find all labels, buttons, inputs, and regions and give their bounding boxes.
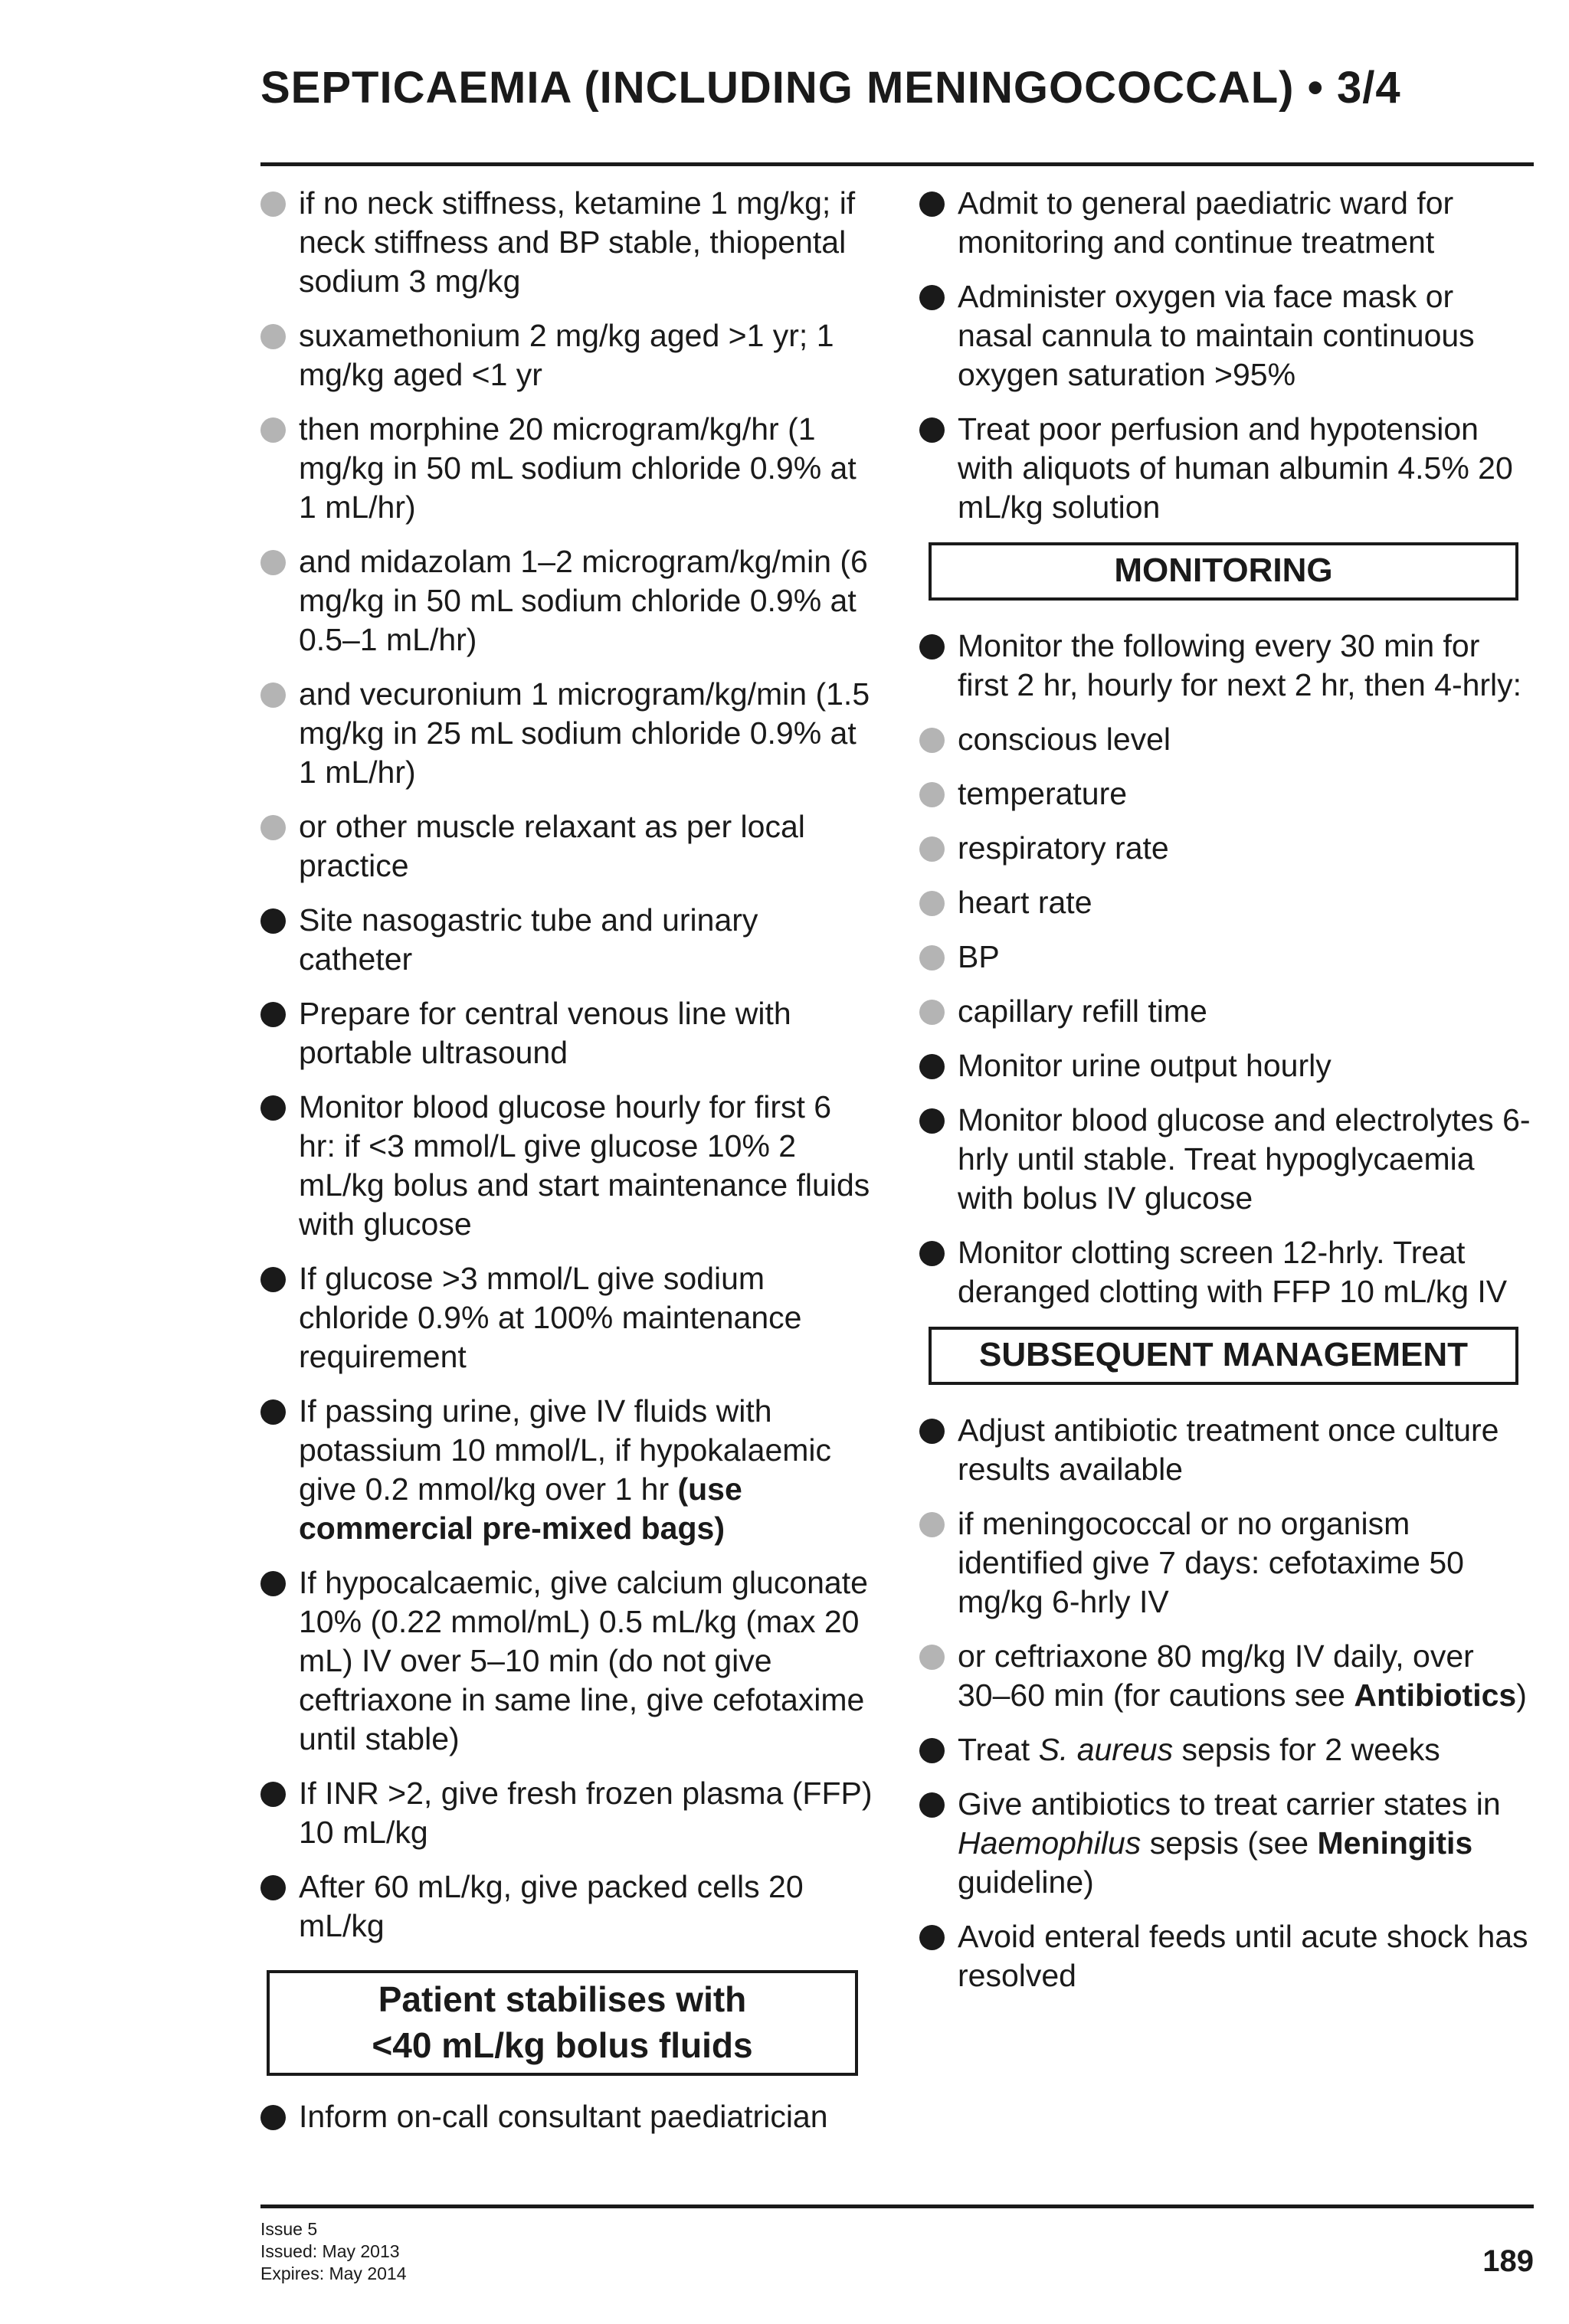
stabilises-box-line-2: <40 mL/kg bolus fluids — [372, 2025, 753, 2065]
grey-bullet-icon — [260, 417, 286, 443]
grey-bullet-icon — [919, 945, 945, 971]
list-item: respiratory rate — [919, 829, 1534, 868]
list-item: suxamethonium 2 mg/kg aged >1 yr; 1 mg/kg aged <1 yr — [260, 316, 873, 394]
stabilises-box-line-1: Patient stabilises with — [378, 1979, 747, 2019]
black-bullet-icon — [260, 1875, 286, 1900]
black-bullet-icon — [260, 2105, 286, 2130]
list-item: Monitor the following every 30 min for first 2 hr, hourly for next 2 hr, then 4-hrly: — [919, 627, 1534, 705]
black-bullet-icon — [919, 417, 945, 443]
list-item: if no neck stiffness, ketamine 1 mg/kg; if neck stiffness and BP stable, thiopental sodium 3 mg/kg — [260, 184, 873, 301]
black-bullet-icon — [919, 191, 945, 217]
list-item: Monitor urine output hourly — [919, 1046, 1534, 1085]
page-title: SEPTICAEMIA (INCLUDING MENINGOCOCCAL) • 3/4 — [260, 63, 1401, 113]
list-item: After 60 mL/kg, give packed cells 20 mL/kg — [260, 1867, 873, 1946]
list-item: temperature — [919, 774, 1534, 813]
title-divider — [260, 162, 1534, 166]
black-bullet-icon — [919, 1419, 945, 1444]
antibiotics-reference: Antibiotics — [1354, 1678, 1517, 1713]
list-item: Monitor clotting screen 12-hrly. Treat deranged clotting with FFP 10 mL/kg IV — [919, 1233, 1534, 1311]
list-item: If glucose >3 mmol/L give sodium chloride 0.9% at 100% maintenance requirement — [260, 1259, 873, 1376]
list-item: or other muscle relaxant as per local practice — [260, 807, 873, 885]
black-bullet-icon — [919, 1241, 945, 1266]
list-item: Monitor blood glucose hourly for first 6 hr: if <3 mmol/L give glucose 10% 2 mL/kg bolus and start maintenance fluids with glucose — [260, 1088, 873, 1244]
grey-bullet-icon — [919, 1512, 945, 1537]
list-item: Give antibiotics to treat carrier states in Haemophilus sepsis (see Meningitis guideline) — [919, 1785, 1534, 1902]
list-item: conscious level — [919, 720, 1534, 759]
black-bullet-icon — [919, 1738, 945, 1763]
black-bullet-icon — [260, 1571, 286, 1596]
grey-bullet-icon — [260, 550, 286, 575]
left-column — [260, 184, 873, 2152]
list-item: Admit to general paediatric ward for monitoring and continue treatment — [919, 184, 1534, 262]
grey-bullet-icon — [919, 1645, 945, 1670]
subsequent-management-heading: SUBSEQUENT MANAGEMENT — [929, 1327, 1518, 1385]
expiry-date: Expires: May 2014 — [260, 2263, 407, 2283]
issued-date: Issued: May 2013 — [260, 2241, 400, 2261]
black-bullet-icon — [260, 1267, 286, 1292]
black-bullet-icon — [260, 1399, 286, 1425]
grey-bullet-icon — [919, 891, 945, 916]
grey-bullet-icon — [260, 682, 286, 708]
list-item: If hypocalcaemic, give calcium gluconate 10% (0.22 mmol/mL) 0.5 mL/kg (max 20 mL) IV over 5–10 min (do not give ceftriaxone in same line, give cefotaxime until stable) — [260, 1563, 873, 1759]
list-item: Avoid enteral feeds until acute shock has resolved — [919, 1917, 1534, 1995]
list-item: Treat S. aureus sepsis for 2 weeks — [919, 1730, 1534, 1769]
black-bullet-icon — [260, 1782, 286, 1807]
black-bullet-icon — [919, 285, 945, 310]
right-column — [919, 184, 1534, 2011]
list-item: BP — [919, 938, 1534, 977]
page-number: 189 — [1482, 2244, 1534, 2278]
list-item: Treat poor perfusion and hypotension with aliquots of human albumin 4.5% 20 mL/kg solution — [919, 410, 1534, 527]
grey-bullet-icon — [919, 728, 945, 753]
black-bullet-icon — [919, 1108, 945, 1134]
black-bullet-icon — [919, 1925, 945, 1950]
footer-divider — [260, 2205, 1534, 2208]
grey-bullet-icon — [919, 1000, 945, 1025]
list-item: If passing urine, give IV fluids with potassium 10 mmol/L, if hypokalaemic give 0.2 mmol/kg over 1 hr (use commercial pre-mixed bags) — [260, 1392, 873, 1548]
meningitis-reference: Meningitis — [1317, 1825, 1473, 1861]
list-item: Site nasogastric tube and urinary catheter — [260, 901, 873, 979]
black-bullet-icon — [919, 1054, 945, 1079]
list-item: Prepare for central venous line with portable ultrasound — [260, 994, 873, 1072]
grey-bullet-icon — [919, 836, 945, 862]
monitoring-heading: MONITORING — [929, 542, 1518, 601]
grey-bullet-icon — [260, 191, 286, 217]
black-bullet-icon — [260, 1002, 286, 1027]
issue-number: Issue 5 — [260, 2219, 318, 2239]
list-item: heart rate — [919, 883, 1534, 922]
list-item: then morphine 20 microgram/kg/hr (1 mg/kg in 50 mL sodium chloride 0.9% at 1 mL/hr) — [260, 410, 873, 527]
list-item: If INR >2, give fresh frozen plasma (FFP) 10 mL/kg — [260, 1774, 873, 1852]
black-bullet-icon — [919, 634, 945, 660]
list-item: if meningococcal or no organism identified give 7 days: cefotaxime 50 mg/kg 6-hrly IV — [919, 1504, 1534, 1622]
list-item: and vecuronium 1 microgram/kg/min (1.5 mg/kg in 25 mL sodium chloride 0.9% at 1 mL/hr) — [260, 675, 873, 792]
list-item: Administer oxygen via face mask or nasal cannula to maintain continuous oxygen saturation >95% — [919, 277, 1534, 394]
list-item: and midazolam 1–2 microgram/kg/min (6 mg/kg in 50 mL sodium chloride 0.9% at 0.5–1 mL/hr) — [260, 542, 873, 660]
black-bullet-icon — [260, 908, 286, 934]
list-item: Adjust antibiotic treatment once culture results available — [919, 1411, 1534, 1489]
grey-bullet-icon — [260, 815, 286, 840]
list-item: capillary refill time — [919, 992, 1534, 1031]
stabilises-box — [267, 1970, 858, 2076]
grey-bullet-icon — [260, 324, 286, 349]
list-item: Inform on-call consultant paediatrician — [260, 2097, 873, 2136]
black-bullet-icon — [260, 1095, 286, 1121]
list-item: or ceftriaxone 80 mg/kg IV daily, over 30–60 min (for cautions see Antibiotics) — [919, 1637, 1534, 1715]
grey-bullet-icon — [919, 782, 945, 807]
black-bullet-icon — [919, 1792, 945, 1818]
footer-meta — [260, 2218, 406, 2285]
list-item: Monitor blood glucose and electrolytes 6-hrly until stable. Treat hypoglycaemia with bolus IV glucose — [919, 1101, 1534, 1218]
